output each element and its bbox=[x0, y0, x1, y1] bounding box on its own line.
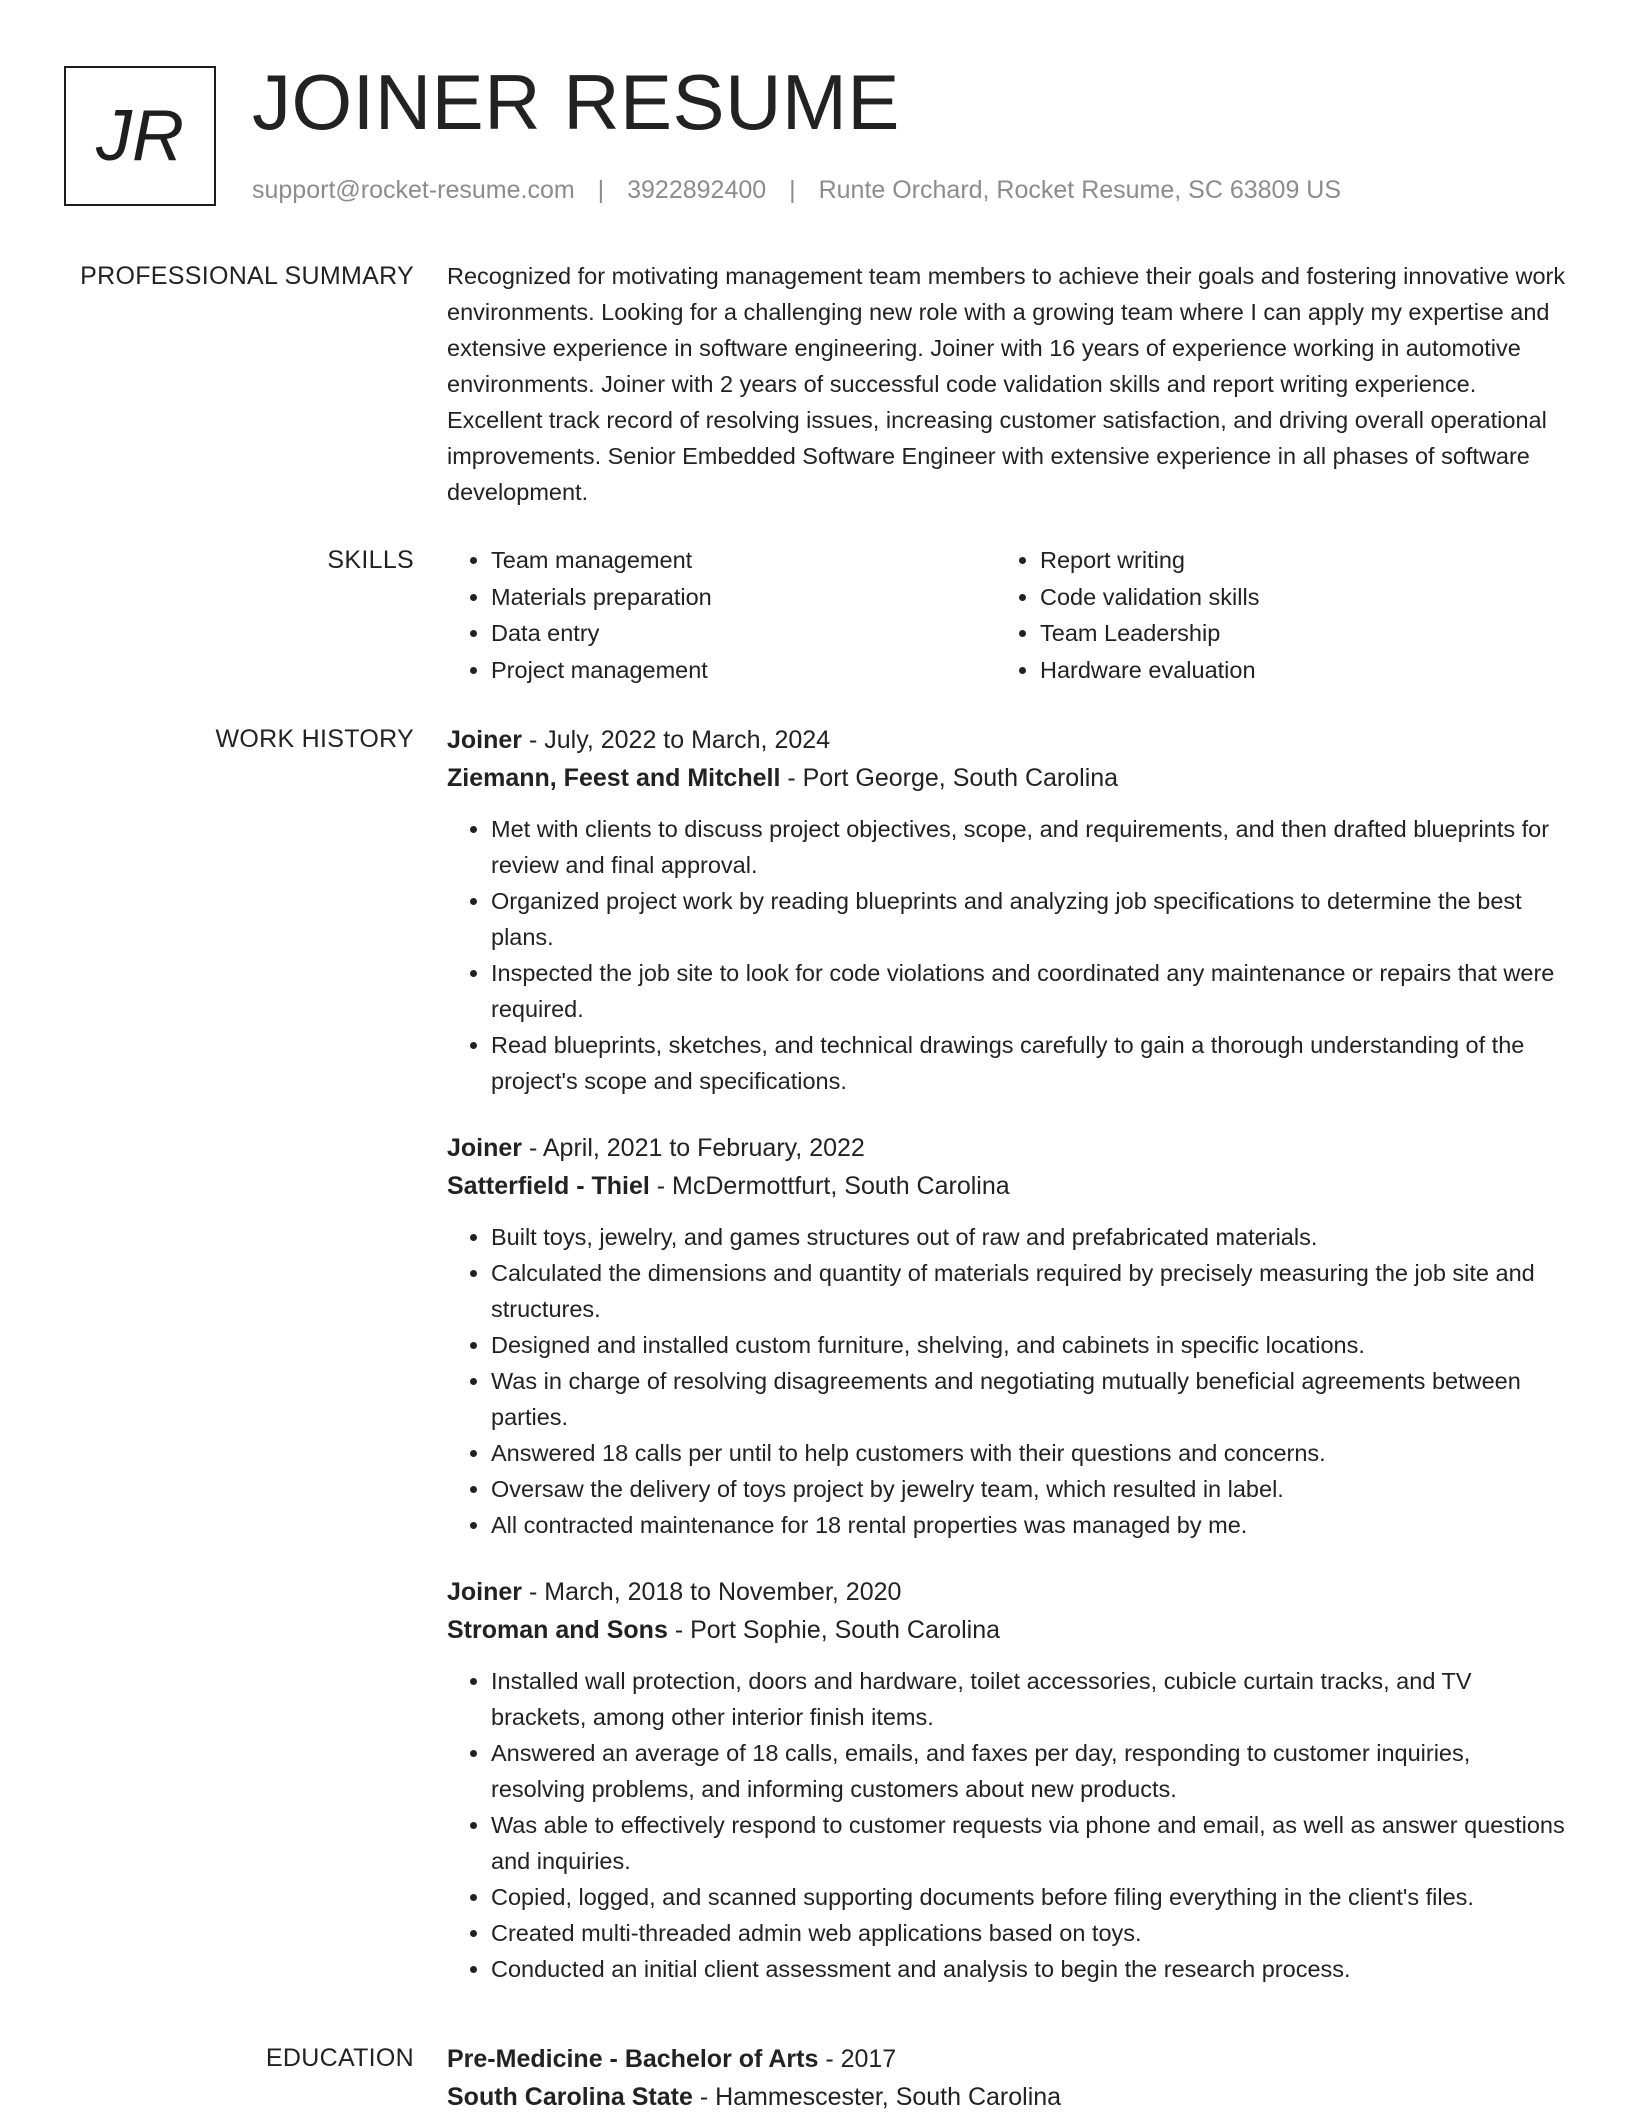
monogram-initials: JR bbox=[96, 96, 184, 176]
contact-separator: | bbox=[789, 176, 796, 204]
skills-list bbox=[447, 542, 1567, 688]
job-location: - Port Sophie, South Carolina bbox=[667, 1616, 1001, 1644]
job-title-line bbox=[447, 1573, 1567, 1611]
job-bullet: • Answered 18 calls per until to help customers with their questions and concerns. bbox=[491, 1435, 1567, 1471]
job-bullet: • Conducted an initial client assessment and analysis to begin the research process. bbox=[491, 1951, 1567, 1987]
job-dates: - April, 2021 to February, 2022 bbox=[522, 1134, 865, 1162]
section-label-skills: SKILLS bbox=[327, 546, 414, 574]
monogram-badge bbox=[64, 66, 216, 206]
contact-line bbox=[252, 172, 1341, 208]
education-year: - 2017 bbox=[818, 2045, 897, 2073]
skill-item: • Hardware evaluation bbox=[1040, 652, 1545, 689]
job-company: Ziemann, Feest and Mitchell bbox=[447, 764, 781, 792]
skills-column-left bbox=[447, 542, 996, 688]
skill-item: • Team management bbox=[491, 542, 996, 579]
education-degree: Pre-Medicine - Bachelor of Arts bbox=[447, 2045, 819, 2073]
skill-item: • Project management bbox=[491, 652, 996, 689]
education-degree-line bbox=[447, 2040, 1567, 2078]
section-label-education: EDUCATION bbox=[265, 2044, 414, 2072]
skill-item: • Code validation skills bbox=[1040, 579, 1545, 616]
job-bullet: • Was in charge of resolving disagreements and negotiating mutually beneficial agreements between parties. bbox=[491, 1363, 1567, 1435]
job-bullets bbox=[447, 1663, 1567, 1987]
job-bullet: • Calculated the dimensions and quantity of materials required by precisely measuring the job site and structures. bbox=[491, 1255, 1567, 1327]
job-title: Joiner bbox=[447, 1578, 523, 1606]
summary-text: Recognized for motivating management team members to achieve their goals and fostering innovative work environments. Looking for a challenging new role with a growing team where I can apply my expertise and extensive experience in software engineering. Joiner with 16 years of experience working in automotive environments. Joiner with 2 years of successful code validation skills and report writing experience. Excellent track record of resolving issues, increasing customer satisfaction, and driving overall operational improvements. Senior Embedded Software Engineer with extensive experience in all phases of software development. bbox=[447, 263, 1566, 505]
job-title-line bbox=[447, 721, 1567, 759]
job-bullets bbox=[447, 811, 1567, 1099]
summary-body bbox=[447, 258, 1567, 510]
section-label-work-history: WORK HISTORY bbox=[215, 725, 414, 753]
education-location: - Hammescester, South Carolina bbox=[692, 2083, 1062, 2111]
job-company-line bbox=[447, 1611, 1567, 1649]
job-dates: - July, 2022 to March, 2024 bbox=[522, 726, 831, 754]
job-entry bbox=[447, 1129, 1567, 1543]
job-bullet: • Organized project work by reading blueprints and analyzing job specifications to determine the best plans. bbox=[491, 883, 1567, 955]
job-bullet: • Inspected the job site to look for code violations and coordinated any maintenance or repairs that were required. bbox=[491, 955, 1567, 1027]
job-bullet: • Read blueprints, sketches, and technical drawings carefully to gain a thorough understanding of the project's scope and specifications. bbox=[491, 1027, 1567, 1099]
job-company: Satterfield - Thiel bbox=[447, 1172, 650, 1200]
education-school-line bbox=[447, 2078, 1567, 2116]
job-bullet: • Met with clients to discuss project objectives, scope, and requirements, and then drafted blueprints for review and final approval. bbox=[491, 811, 1567, 883]
section-label-summary: PROFESSIONAL SUMMARY bbox=[80, 262, 414, 290]
job-bullet: • Was able to effectively respond to customer requests via phone and email, as well as answer questions and inquiries. bbox=[491, 1807, 1567, 1879]
job-company-line bbox=[447, 759, 1567, 797]
job-company: Stroman and Sons bbox=[447, 1616, 668, 1644]
education-body bbox=[447, 2040, 1567, 2116]
job-bullet: • Oversaw the delivery of toys project by jewelry team, which resulted in label. bbox=[491, 1471, 1567, 1507]
contact-address: Runte Orchard, Rocket Resume, SC 63809 US bbox=[818, 176, 1342, 204]
job-bullet: • Answered an average of 18 calls, emails, and faxes per day, responding to customer inquiries, resolving problems, and informing customers about new products. bbox=[491, 1735, 1567, 1807]
job-dates: - March, 2018 to November, 2020 bbox=[522, 1578, 902, 1606]
work-history-body bbox=[447, 721, 1567, 1987]
contact-phone: 3922892400 bbox=[627, 176, 767, 204]
job-bullet: • Copied, logged, and scanned supporting documents before filing everything in the client's files. bbox=[491, 1879, 1567, 1915]
job-bullet: • Installed wall protection, doors and hardware, toilet accessories, cubicle curtain tracks, and TV brackets, among other interior finish items. bbox=[491, 1663, 1567, 1735]
resume-name: JOINER RESUME bbox=[252, 58, 900, 146]
job-location: - Port George, South Carolina bbox=[780, 764, 1119, 792]
skill-item: • Report writing bbox=[1040, 542, 1545, 579]
contact-email: support@rocket-resume.com bbox=[252, 176, 575, 204]
job-title: Joiner bbox=[447, 1134, 523, 1162]
job-bullet: • Built toys, jewelry, and games structures out of raw and prefabricated materials. bbox=[491, 1219, 1567, 1255]
job-title: Joiner bbox=[447, 726, 523, 754]
job-entry bbox=[447, 721, 1567, 1099]
job-location: - McDermottfurt, South Carolina bbox=[649, 1172, 1010, 1200]
skill-item: • Team Leadership bbox=[1040, 615, 1545, 652]
skill-item: • Data entry bbox=[491, 615, 996, 652]
contact-separator: | bbox=[597, 176, 605, 204]
job-company-line bbox=[447, 1167, 1567, 1205]
skill-item: • Materials preparation bbox=[491, 579, 996, 616]
job-title-line bbox=[447, 1129, 1567, 1167]
job-bullet: • All contracted maintenance for 18 rental properties was managed by me. bbox=[491, 1507, 1567, 1543]
job-bullet: • Created multi-threaded admin web applications based on toys. bbox=[491, 1915, 1567, 1951]
job-bullets bbox=[447, 1219, 1567, 1543]
skills-column-right bbox=[996, 542, 1545, 688]
job-bullet: • Designed and installed custom furniture, shelving, and cabinets in specific locations. bbox=[491, 1327, 1567, 1363]
education-school: South Carolina State bbox=[447, 2083, 693, 2111]
job-entry bbox=[447, 1573, 1567, 1987]
